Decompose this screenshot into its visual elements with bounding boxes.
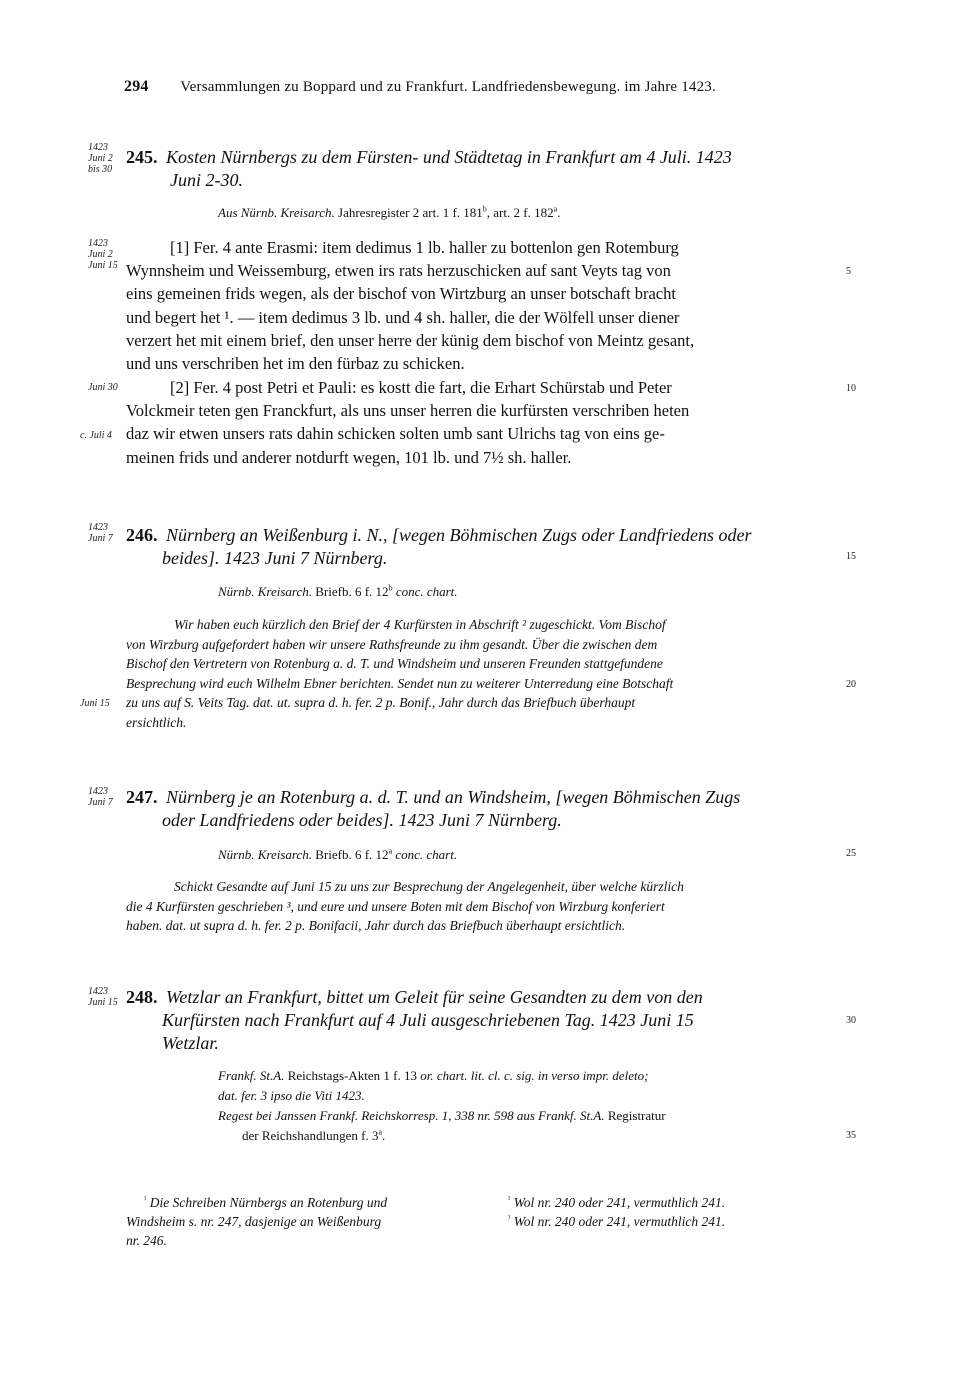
page-number: 294 <box>124 78 149 95</box>
entry-245-source: Aus Nürnb. Kreisarch. Jahresregister 2 art. 1 f. 181$^b$, art. 2 f. 182$^a$. <box>218 204 561 220</box>
sidenote-e245-p2b: c. Juli 4 <box>80 430 112 441</box>
sidenote-e245-date: 1423 Juni 2 bis 30 <box>88 142 113 175</box>
line-number-15: 15 <box>846 551 856 562</box>
running-header <box>124 78 824 96</box>
footnote-2: $^{^2}$ Wol nr. 240 oder 241, vermuthlich 241. <box>508 1194 726 1210</box>
entry-246-title: 246. Nürnberg an Weißenburg i. N., [wegen Böhmischen Zugs oder Landfriedens oder beides]. 1423 Juni 7 Nürnberg. <box>126 525 752 568</box>
entry-247-source: Nürnb. Kreisarch. Briefb. 6 f. 12$^a$ conc. chart. <box>218 846 458 862</box>
entry-247-regest: Schickt Gesandte auf Juni 15 zu uns zur Besprechung der Angelegenheit, über welche kürzlich die 4 Kurfürsten geschrieben ³, und eure und unsere Boten mit dem Bischof von Wirzburg konferiert haben. dat. ut supra d. h. fer. 2 p. Bonifacii, Jahr durch das Briefbuch überhaupt ersichtlich. <box>126 879 684 934</box>
line-number-10: 10 <box>846 383 856 394</box>
entry-246-source: Nürnb. Kreisarch. Briefb. 6 f. 12$^b$ conc. chart. <box>218 583 458 599</box>
entry-245-paragraph-2: [2] Fer. 4 post Petri et Pauli: es kostt die fart, die Erhart Schürstab und Peter Volckmeir teten gen Franckfurt, als uns unser herren die kurfürsten verschriben heten daz wir etwen unsers rats dahin schicken solten umb sant Ulrichs tag von eins ge- meinen frids und anderer notdurft wegen, 101 lb. und 7½ sh. haller. <box>126 378 690 467</box>
line-number-5: 5 <box>846 266 851 277</box>
sidenote-e246-regest: Juni 15 <box>80 698 110 709</box>
line-number-30: 30 <box>846 1015 856 1026</box>
entry-246-regest: Wir haben euch kürzlich den Brief der 4 Kurfürsten in Abschrift ² zugeschickt. Vom Bischof von Wirzburg aufgefordert haben wir unsere Rathsfreunde zu ihm gesandt. Über die zwischen dem Bischof den Vertretern von Rotenburg a. d. T. und Windsheim und unseren Freunden stattgefundene Besprechung wird euch Wilhelm Ebner berichten. Sendet nun zu weiterer Unterredung eine Botschaft zu uns auf S. Veits Tag. dat. ut. supra d. h. fer. 2 p. Bonif., Jahr durch das Briefbuch überhaupt ersichtlich. <box>126 617 674 730</box>
line-number-25: 25 <box>846 848 856 859</box>
line-number-35: 35 <box>846 1130 856 1141</box>
running-title: Versammlungen zu Boppard und zu Frankfurt. Landfriedensbewegung. im Jahre 1423. <box>180 79 716 95</box>
sidenote-e247-date: 1423 Juni 7 <box>88 786 113 808</box>
sidenote-e245-p1: 1423 Juni 2 Juni 15 <box>88 238 118 271</box>
sidenote-e246-date: 1423 Juni 7 <box>88 522 113 544</box>
sidenote-e245-p2: Juni 30 <box>88 382 118 393</box>
footnote-1: $^{^1}$ Die Schreiben Nürnbergs an Rotenburg und Windsheim s. nr. 247, dasjenige an Weißenburg nr. 246. <box>126 1194 388 1248</box>
entry-248-title: 248. Wetzlar an Frankfurt, bittet um Geleit für seine Gesandten zu dem von den Kurfürsten nach Frankfurt auf 4 Juli ausgeschriebenen Tag. 1423 Juni 15 Wetzlar. <box>126 987 703 1053</box>
line-number-20: 20 <box>846 679 856 690</box>
entry-245-paragraph-1: [1] Fer. 4 ante Erasmi: item dedimus 1 lb. haller zu bottenlon gen Rotemburg Wynnsheim und Weissemburg, etwen irs rats herzuschicken auf sant Veyts tag von eins gemeinen frids wegen, als der bischof von Wirtzburg an unser botschaft bracht und begert het ¹. — item dedimus 3 lb. und 4 sh. haller, die der Wölfell unser diener verzert het mit einem brief, den unser herre der künig dem bischof von Meintz gesant, und uns verschriben het im den fürbaz zu schicken. <box>126 238 695 374</box>
sidenote-e248-date: 1423 Juni 15 <box>88 986 118 1008</box>
entry-248-source: Frankf. St.A. Reichstags-Akten 1 f. 13 or. chart. lit. cl. c. sig. in verso impr. deleto; dat. fer. 3 ipso die Viti 1423. Regest bei Janssen Frankf. Reichskorresp. 1, 338 nr. 598 aus Frankf. St.A. Registratur der Reichshandlungen f. 3$^a$. <box>218 1068 666 1143</box>
entry-247-title: 247. Nürnberg je an Rotenburg a. d. T. und an Windsheim, [wegen Böhmischen Zugs oder Landfriedens oder beides]. 1423 Juni 7 Nürnberg. <box>126 787 741 830</box>
entry-245-title: 245. Kosten Nürnbergs zu dem Fürsten- und Städtetag in Frankfurt am 4 Juli. 1423 Juni 2-30. <box>126 147 732 190</box>
footnote-3: $^{^3}$ Wol nr. 240 oder 241, vermuthlich 241. <box>508 1213 726 1229</box>
